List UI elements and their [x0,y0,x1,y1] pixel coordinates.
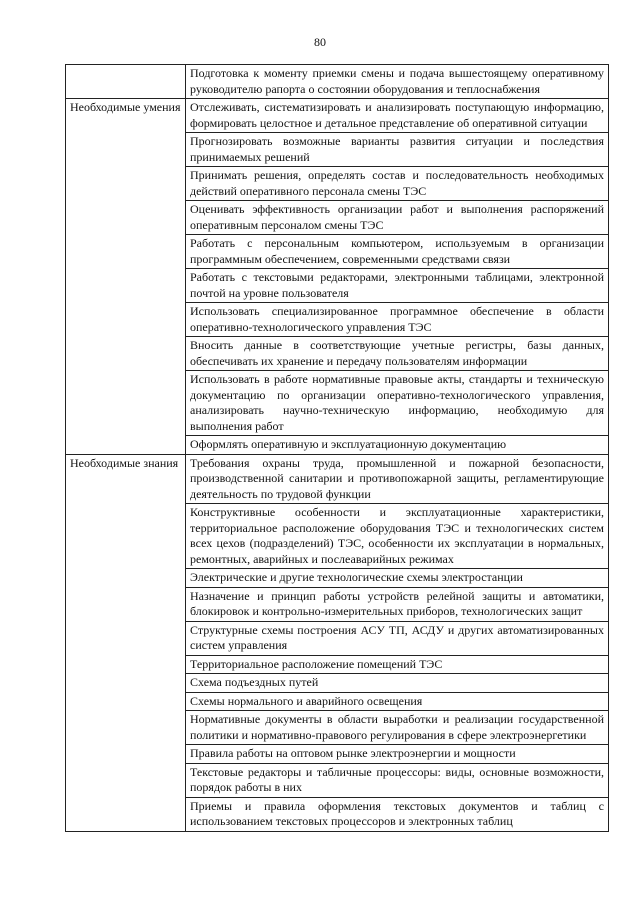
requirement-item: Приемы и правила оформления текстовых документов и таблиц с использованием текстовых процессоров и электронных таблиц [186,797,609,831]
requirement-item: Схема подъездных путей [186,674,609,693]
requirement-item: Работать с текстовыми редакторами, электронными таблицами, электронной почтой на уровне пользователя [186,269,609,303]
requirement-item: Текстовые редакторы и табличные процессоры: виды, основные возможности, порядок работы в них [186,763,609,797]
requirement-item: Нормативные документы в области выработки и реализации государственной политики и нормативно-правового регулирования в сфере электроэнергетики [186,711,609,745]
requirement-item: Использовать специализированное программное обеспечение в области оперативно-технологического управления ТЭС [186,303,609,337]
requirement-item: Схемы нормального и аварийного освещения [186,692,609,711]
requirement-item: Электрические и другие технологические схемы электростанции [186,569,609,588]
requirement-item: Вносить данные в соответствующие учетные регистры, базы данных, обеспечивать их хранение и передачу пользователям информации [186,337,609,371]
requirement-item: Конструктивные особенности и эксплуатационные характеристики, территориальное расположение оборудования ТЭС и технологических систем всех цехов (подразделений) ТЭС, особенности их эксплуатации в нормальных, ремонтных, аварийных и послеаварийных режимах [186,504,609,569]
requirement-item: Использовать в работе нормативные правовые акты, стандарты и техническую документацию по организации оперативно-технологического управления, анализировать научно-техническую информацию, необходимую для выполнения работ [186,371,609,436]
requirement-item: Отслеживать, систематизировать и анализировать поступающую информацию, формировать целостное и детальное представление об оперативной ситуации [186,99,609,133]
requirement-item: Требования охраны труда, промышленной и пожарной безопасности, производственной санитарии и противопожарной защиты, регламентирующие деятельность по трудовой функции [186,454,609,504]
requirement-item: Территориальное расположение помещений ТЭС [186,655,609,674]
section-label: Необходимые знания [66,454,186,831]
page-number: 80 [314,35,326,49]
section-label: Необходимые умения [66,99,186,455]
requirement-item: Прогнозировать возможные варианты развития ситуации и последствия принимаемых решений [186,133,609,167]
requirement-item: Назначение и принцип работы устройств релейной защиты и автоматики, блокировок и контрольно-измерительных приборов, технологических защит [186,587,609,621]
requirements-table [65,64,609,832]
requirement-item: Принимать решения, определять состав и последовательность необходимых действий оперативного персонала смены ТЭС [186,167,609,201]
table-row [66,99,609,133]
requirement-item: Подготовка к моменту приемки смены и подача вышестоящему оперативному руководителю рапорта о состоянии оборудования и теплоснабжения [186,65,609,99]
table-row [66,65,609,99]
requirement-item: Оформлять оперативную и эксплуатационную документацию [186,436,609,455]
section-label [66,65,186,99]
requirement-item: Работать с персональным компьютером, используемым в организации программным обеспечением, современными средствами связи [186,235,609,269]
table-row [66,454,609,504]
requirement-item: Оценивать эффективность организации работ и выполнения распоряжений оперативным персоналом смены ТЭС [186,201,609,235]
requirement-item: Правила работы на оптовом рынке электроэнергии и мощности [186,745,609,764]
requirement-item: Структурные схемы построения АСУ ТП, АСДУ и других автоматизированных систем управления [186,621,609,655]
requirements-table-body [66,65,609,832]
